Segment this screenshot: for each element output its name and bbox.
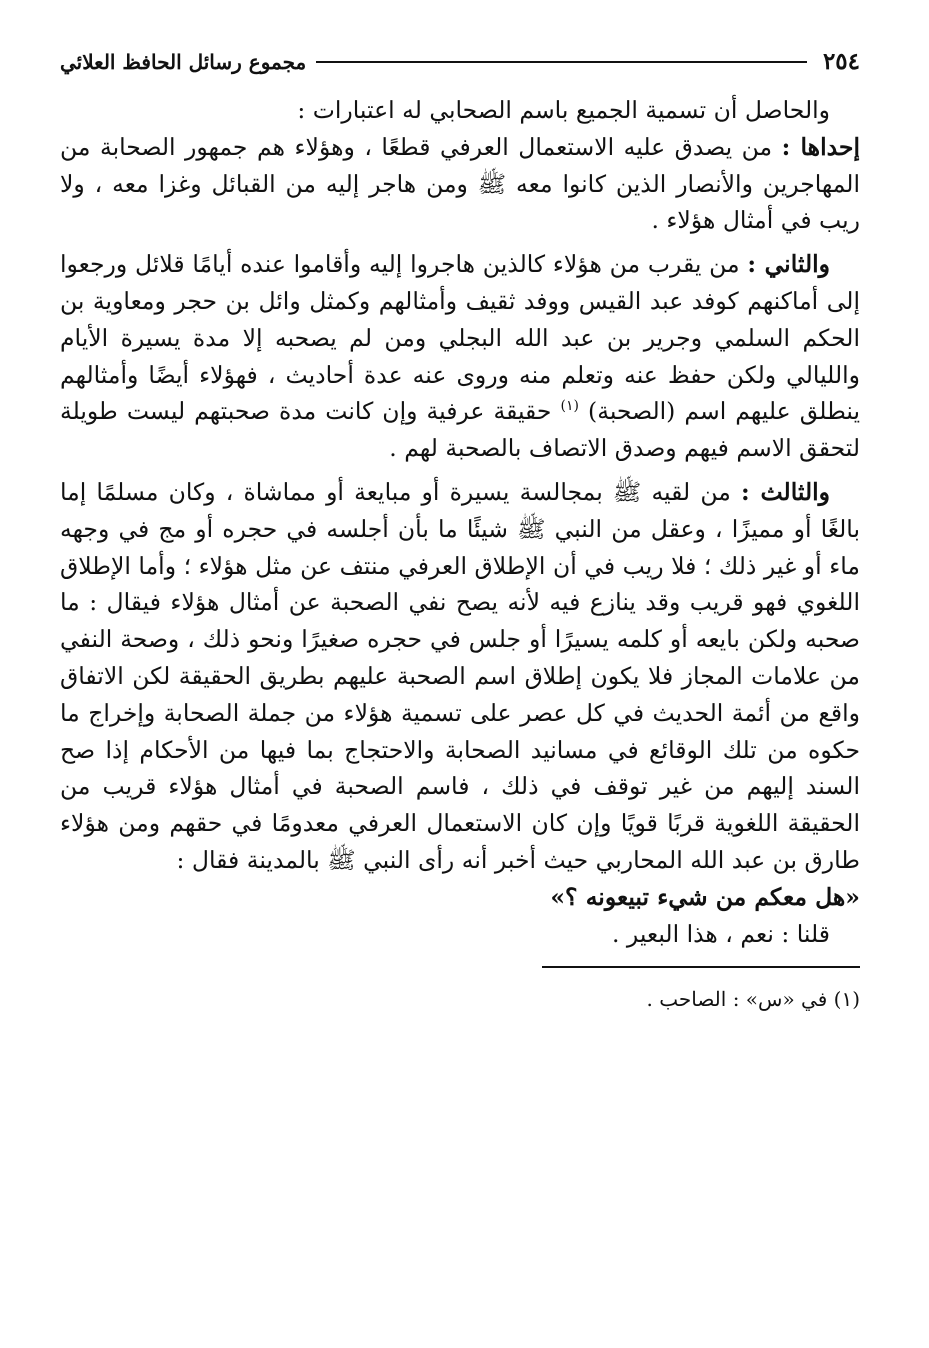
first-lead: إحداها : xyxy=(781,132,860,161)
second-text-b: حقيقة عرفية وإن كانت مدة صحبتهم ليست طويلة لتحقق الاسم فيهم وصدق الاتصاف بالصحبة لهم . xyxy=(60,397,860,463)
first-text: من يصدق عليه الاستعمال العرفي قطعًا ، وهؤلاء هم جمهور الصحابة من المهاجرين والأنصار الذين كانوا معه ﷺ ومن هاجر إليه من القبائل وغزا معه ، ولا ريب في أمثال هؤلاء . xyxy=(60,132,860,235)
second-lead: والثاني : xyxy=(747,250,830,279)
page-number: ٢٥٤ xyxy=(822,48,860,75)
book-page xyxy=(60,40,860,1014)
third-lead: والثالث : xyxy=(740,477,830,506)
paragraph-third xyxy=(60,474,860,879)
header-rule xyxy=(316,61,807,63)
reply-line: قلنا : نعم ، هذا البعير . xyxy=(611,919,830,948)
second-text-a: من يقرب من هؤلاء كالذين هاجروا إليه وأقاموا عنده أيامًا قلائل ورجعوا إلى أماكنهم كوفد عبد القيس ووفد ثقيف وأمثالهم وكمثل وائل بن حجر ومعاوية بن الحكم السلمي وجرير بن عبد الله البجلي ومن لم يصحبه إلا مدة يسيرة الأيام والليالي ولكن حفظ عنه وتعلم منه وروى عنه عدة أحاديث ، فهؤلاء أيضًا وأمثالهم ينطلق عليهم اسم (الصحبة) xyxy=(60,250,860,426)
intro-text: والحاصل أن تسمية الجميع باسم الصحابي له اعتبارات : xyxy=(297,96,830,124)
paragraph-second xyxy=(60,246,860,467)
footnote-reference: (١) xyxy=(560,398,579,415)
hadith-quote: «هل معكم من شيء تبيعونه ؟» xyxy=(550,882,860,911)
paragraph-first xyxy=(60,129,860,239)
book-title: مجموع رسائل الحافظ العلائي xyxy=(60,50,307,74)
main-text xyxy=(60,92,860,952)
third-text: من لقيه ﷺ بمجالسة يسيرة أو مبايعة أو مماشاة ، وكان مسلمًا إما بالغًا أو مميزًا ، وعقل من النبي ﷺ شيئًا ما بأن أجلسه في حجره أو مج في وجهه ماء أو غير ذلك ؛ فلا ريب في أن الإطلاق العرفي منتف عن مثل هؤلاء ؛ وأما الإطلاق اللغوي فهو قريب وقد ينازع فيه لأنه يصح نفي الصحبة عن أمثال هؤلاء فيقال : ما صحبه ولكن بايعه أو كلمه يسيرًا أو جلس في حجره صغيرًا ونحو ذلك ، وصحة النفي من علامات المجاز فلا يكون إطلاق اسم الصحبة عليهم بطريق الحقيقة لكن الاتفاق واقع من أئمة الحديث في كل عصر على تسمية هؤلاء من جملة الصحابة وإخراج ما حكوه من تلك الوقائع في مسانيد الصحابة والاحتجاج بما فيها من الأحكام إذا صح السند إليهم من غير توقف في ذلك ، فاسم الصحبة في أمثال هؤلاء قريب من الحقيقة اللغوية قربًا قويًا وإن كان الاستعمال العرفي معدومًا في حقهم ومن هؤلاء طارق بن عبد الله المحاربي حيث أخبر أنه رأى النبي ﷺ بالمدينة فقال : xyxy=(60,477,860,874)
footnote-rule xyxy=(542,966,860,968)
footnote-1: (١) في «س» : الصاحب . xyxy=(646,987,860,1012)
running-header xyxy=(60,40,860,84)
paragraph-intro xyxy=(60,92,860,129)
